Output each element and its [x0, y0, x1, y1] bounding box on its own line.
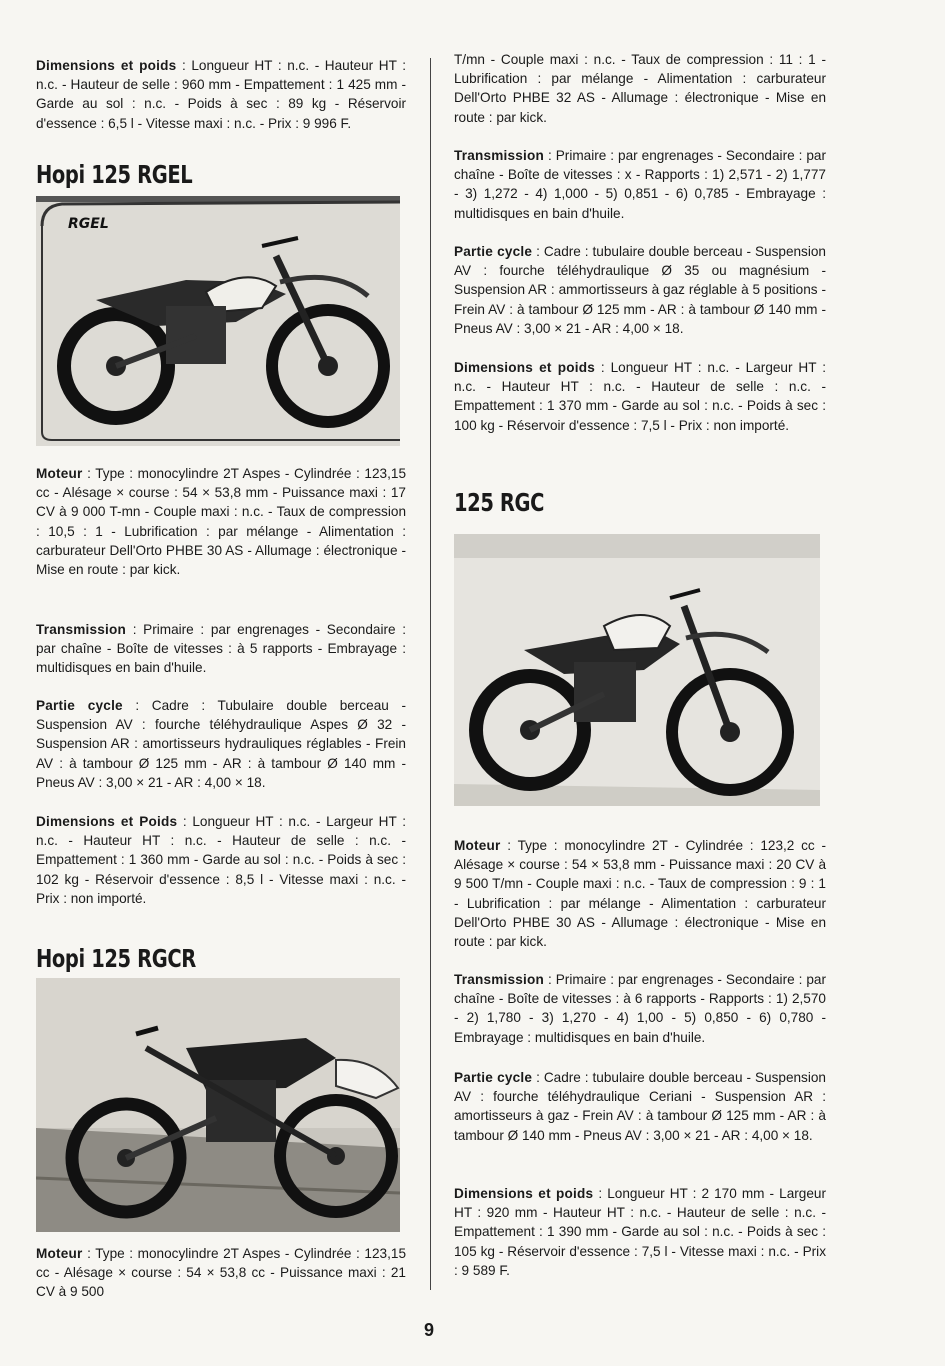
rgc-specs-partie-cycle: Partie cycle : Cadre : tubulaire double berceau - Suspension AV : fourche téléhydraulique Ceriani - Suspension AR : amortisseurs à gaz - Frein AV : à tambour Ø 125 mm - AR : à tambour Ø 140 mm - Pneus AV : 3,00 × 21 - AR : 4,00 × 18.	[454, 1070, 826, 1143]
rgel-photo-label: RGEL	[68, 216, 109, 232]
rgc-title: 125 RGC	[454, 488, 545, 517]
rgcr-photo	[36, 978, 400, 1232]
motorcycle-rgel-image	[36, 196, 400, 446]
rgcr-specs-moteur-cont: T/mn - Couple maxi : n.c. - Taux de compression : 11 : 1 - Lubrification : par mélange - Alimentation : carburateur Dell'Orto PHBE 32 AS - Allumage : électronique - Mise en route : par kick.	[454, 52, 826, 125]
column-divider	[430, 58, 431, 1290]
dimensions-label: Dimensions et poids	[36, 58, 177, 73]
motorcycle-rgc-image	[454, 534, 820, 806]
page-number: 9	[424, 1320, 435, 1340]
rgel-specs-partie-cycle: Partie cycle : Cadre : Tubulaire double berceau - Suspension AV : fourche téléhydraulique Aspes Ø 32 - Suspension AR : amortisseurs hydrauliques réglables - Frein AV : à tambour Ø 125 mm - AR : à tambour Ø 140 mm - Pneus AV : 3,00 × 21 - AR : 4,00 × 18.	[36, 698, 406, 790]
rgel-specs-moteur: Moteur : Type : monocylindre 2T Aspes - Cylindrée : 123,15 cc - Alésage × course : 54 × 53,8 mm - Puissance maxi : 17 CV à 9 000 T-mn - Couple maxi : n.c. - Taux de compression : 10,5 : 1 - Lubrification : par mélange - Alimentation : carburateur Dell'Orto PHBE 30 AS - Allumage : électronique - Mise en route : par kick.	[36, 466, 406, 578]
previous-model-dimensions: Dimensions et poids : Longueur HT : n.c. - Hauteur HT : n.c. - Hauteur de selle : 960 mm - Empattement : 1 425 mm - Garde au sol : n.c. - Poids à sec : 89 kg - Réservoir d'essence : 6,5 l - Vitesse maxi : n.c. - Prix : 9 996 F.	[36, 58, 406, 131]
rgcr-title: Hopi 125 RGCR	[36, 944, 196, 973]
rgc-specs-dimensions: Dimensions et poids : Longueur HT : 2 170 mm - Largeur HT : 920 mm - Hauteur HT : n.c. - Hauteur de selle : n.c. - Empattement : 1 390 mm - Garde au sol : n.c. - Poids à sec : 105 kg - Réservoir d'essence : 7,5 l - Vitesse maxi : n.c. - Prix : 9 589 F.	[454, 1186, 826, 1278]
rgcr-specs-dimensions: Dimensions et poids : Longueur HT : n.c. - Largeur HT : n.c. - Hauteur HT : n.c. - Hauteur de selle : n.c. - Empattement : 1 370 mm - Garde au sol : n.c. - Poids à sec : 100 kg - Réservoir d'essence : 7,5 l - Prix : non importé.	[454, 360, 826, 433]
rgel-title: Hopi 125 RGEL	[36, 160, 193, 189]
rgc-specs-transmission: Transmission : Primaire : par engrenages - Secondaire : par chaîne - Boîte de vitesses : à 6 rapports - Rapports : 1) 2,570 - 2) 1,780 - 3) 1,270 - 4) 1,00 - 5) 0,850 - 6) 0,780 - Embrayage : multidisques en bain d'huile.	[454, 972, 826, 1045]
rgcr-specs-moteur: Moteur : Type : monocylindre 2T Aspes - Cylindrée : 123,15 cc - Alésage × course : 54 × 53,8 cc - Puissance maxi : 21 CV à 9 500	[36, 1246, 406, 1300]
motorcycle-rgcr-image	[36, 978, 400, 1232]
rgel-photo	[36, 196, 400, 446]
rgel-specs-transmission: Transmission : Primaire : par engrenages - Secondaire : par chaîne - Boîte de vitesses : à 5 rapports - Embrayage : multidisques en bain d'huile.	[36, 622, 406, 676]
rgcr-specs-partie-cycle: Partie cycle : Cadre : tubulaire double berceau - Suspension AV : fourche téléhydraulique Ø 35 ou magnésium - Suspension AR : ammortisseurs à gaz réglable à 5 positions - Frein AV : à tambour Ø 125 mm - AR : à tambour Ø 140 mm - Pneus AV : 3,00 × 21 - AR : 4,00 × 18.	[454, 244, 826, 336]
rgc-specs-moteur: Moteur : Type : monocylindre 2T - Cylindrée : 123,2 cc - Alésage × course : 54 × 53,8 mm - Puissance maxi : 20 CV à 9 500 T/mn - Couple maxi : n.c. - Taux de compression : 9 : 1 - Lubrification : par mélange - Alimentation : carburateur Dell'Orto PHBE 30 AS - Allumage : électronique - Mise en route : par kick.	[454, 838, 826, 950]
rgcr-specs-transmission: Transmission : Primaire : par engrenages - Secondaire : par chaîne - Boîte de vitesses : x - Rapports : 1) 2,571 - 2) 1,777 - 3) 1,272 - 4) 1,000 - 5) 0,851 - 6) 0,785 - Embrayage : multidisques en bain d'huile.	[454, 148, 826, 221]
rgc-photo	[454, 534, 820, 806]
rgel-specs-dimensions: Dimensions et Poids : Longueur HT : n.c. - Largeur HT : n.c. - Hauteur HT : n.c. - Hauteur de selle : n.c. - Empattement : 1 360 mm - Garde au sol : n.c. - Poids à sec : 102 kg - Réservoir d'essence : 8,5 l - Vitesse maxi : n.c. - Prix : non importé.	[36, 814, 406, 906]
